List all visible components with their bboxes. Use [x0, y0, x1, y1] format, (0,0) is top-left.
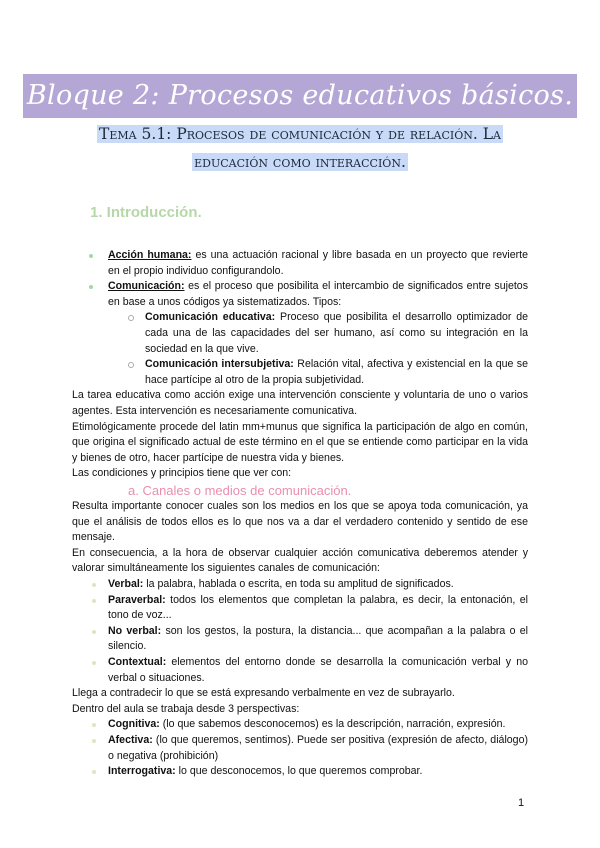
list-item [72, 733, 528, 764]
circle-bullet-icon [128, 362, 134, 368]
bullet-icon [92, 661, 96, 665]
item-term: No verbal: [108, 624, 162, 637]
item-text: elementos del entorno donde se desarrolla la comunicación verbal y no verbal o situaciones. [108, 655, 528, 684]
definitions-list [72, 248, 528, 388]
document-title: Bloque 2: Procesos educativos básicos. [23, 74, 577, 118]
item-text: (lo que queremos, sentimos). Puede ser positiva (expresión de afecto, diálogo) o negativa (prohibición) [108, 733, 528, 762]
item-term: Cognitiva: [108, 718, 160, 731]
bullet-icon [92, 599, 96, 603]
item-text: todos los elementos que completan la palabra, es decir, la entonación, el tono de voz... [108, 593, 528, 622]
list-item [72, 357, 528, 388]
list-item [72, 248, 528, 279]
bullet-icon [92, 630, 96, 634]
channels-list [72, 577, 528, 686]
intro-heading: 1. Introducción. [90, 204, 202, 221]
list-item [72, 593, 528, 624]
item-text: la palabra, hablada o escrita, en toda su amplitud de significados. [143, 577, 454, 590]
list-item [72, 310, 528, 357]
list-item [72, 717, 528, 733]
bullet-icon [89, 285, 93, 289]
list-item [72, 279, 528, 388]
list-item [72, 764, 528, 780]
perspectives-list [72, 717, 528, 779]
list-item [72, 655, 528, 686]
item-term: Comunicación intersubjetiva: [145, 358, 294, 371]
paragraph: La tarea educativa como acción exige una intervención consciente y voluntaria de uno o varios agentes. Esta intervención es necesariamente comunicativa. [72, 389, 528, 417]
paragraph: Llega a contradecir lo que se está expresando verbalmente en vez de subrayarlo. [72, 687, 455, 700]
bullet-icon [92, 583, 96, 587]
item-term: Verbal: [108, 577, 144, 590]
list-item [72, 577, 528, 593]
bullet-icon [92, 770, 96, 774]
title-block [0, 74, 600, 118]
item-text: son los gestos, la postura, la distancia... que acompañan a la palabra o el silencio. [108, 624, 528, 653]
item-text: Relación vital, afectiva y existencial en la que se hace partícipe al otro de la propia subjetividad. [145, 358, 528, 386]
bullet-icon [92, 723, 96, 727]
paragraph: Etimológicamente procede del latin mm+munus que significa la participación de algo en común, que origina el significado actual de este término en el que se entiende como participar en la vida y bienes de otro, hacer partícipe de nuestra vida y bienes. [72, 420, 528, 464]
subtitle-block [60, 120, 540, 176]
document-subtitle [60, 120, 540, 176]
list-item [72, 624, 528, 655]
item-term: Acción humana: [108, 249, 192, 261]
paragraph: Dentro del aula se trabaja desde 3 perspectivas: [72, 702, 300, 715]
item-term: Interrogativa: [108, 765, 176, 778]
item-text: es una actuación racional y libre basada en un proyecto que revierte en el propio individuo configurandolo. [108, 249, 528, 277]
item-term: Contextual: [108, 655, 167, 668]
paragraph: En consecuencia, a la hora de observar cualquier acción comunicativa deberemos atender y valorar simultáneamente los siguientes canales de comunicación: [72, 546, 528, 575]
circle-bullet-icon [128, 315, 134, 321]
section-heading: a. Canales o medios de comunicación. [128, 483, 352, 498]
page-number: 1 [518, 797, 525, 809]
item-term: Paraverbal: [108, 593, 166, 606]
bullet-icon [92, 739, 96, 743]
communication-types-list [108, 310, 528, 388]
item-term: Comunicación educativa: [145, 311, 276, 324]
intro-section [72, 248, 528, 482]
subtitle-text: Tema 5.1: Procesos de comunicación y de relación. La educación como interacción. [99, 125, 501, 171]
paragraph: Resulta importante conocer cuales son los medios en los que se apoya toda comunicación, ya que el análisis de todos ellos es lo que nos va a dar el verdadero contenido y sentido de ese mensaje. [72, 500, 528, 544]
item-term: Afectiva: [108, 733, 153, 746]
item-text: lo que desconocemos, lo que queremos comprobar. [175, 765, 423, 778]
bullet-icon [89, 254, 93, 258]
item-text: (lo que sabemos desconocemos) es la descripción, narración, expresión. [159, 718, 506, 731]
item-term: Comunicación: [108, 280, 185, 293]
item-text: es el proceso que posibilita el intercambio de significados entre sujetos en base a unos códigos ya sistematizados. Tipos: [108, 280, 528, 308]
item-text: Proceso que posibilita el desarrollo optimizador de cada una de las capacidades del ser humano, así como su integración en la sociedad en la que vive. [145, 311, 528, 355]
paragraph: Las condiciones y principios tiene que ver con: [72, 467, 292, 480]
channels-section [72, 499, 528, 780]
